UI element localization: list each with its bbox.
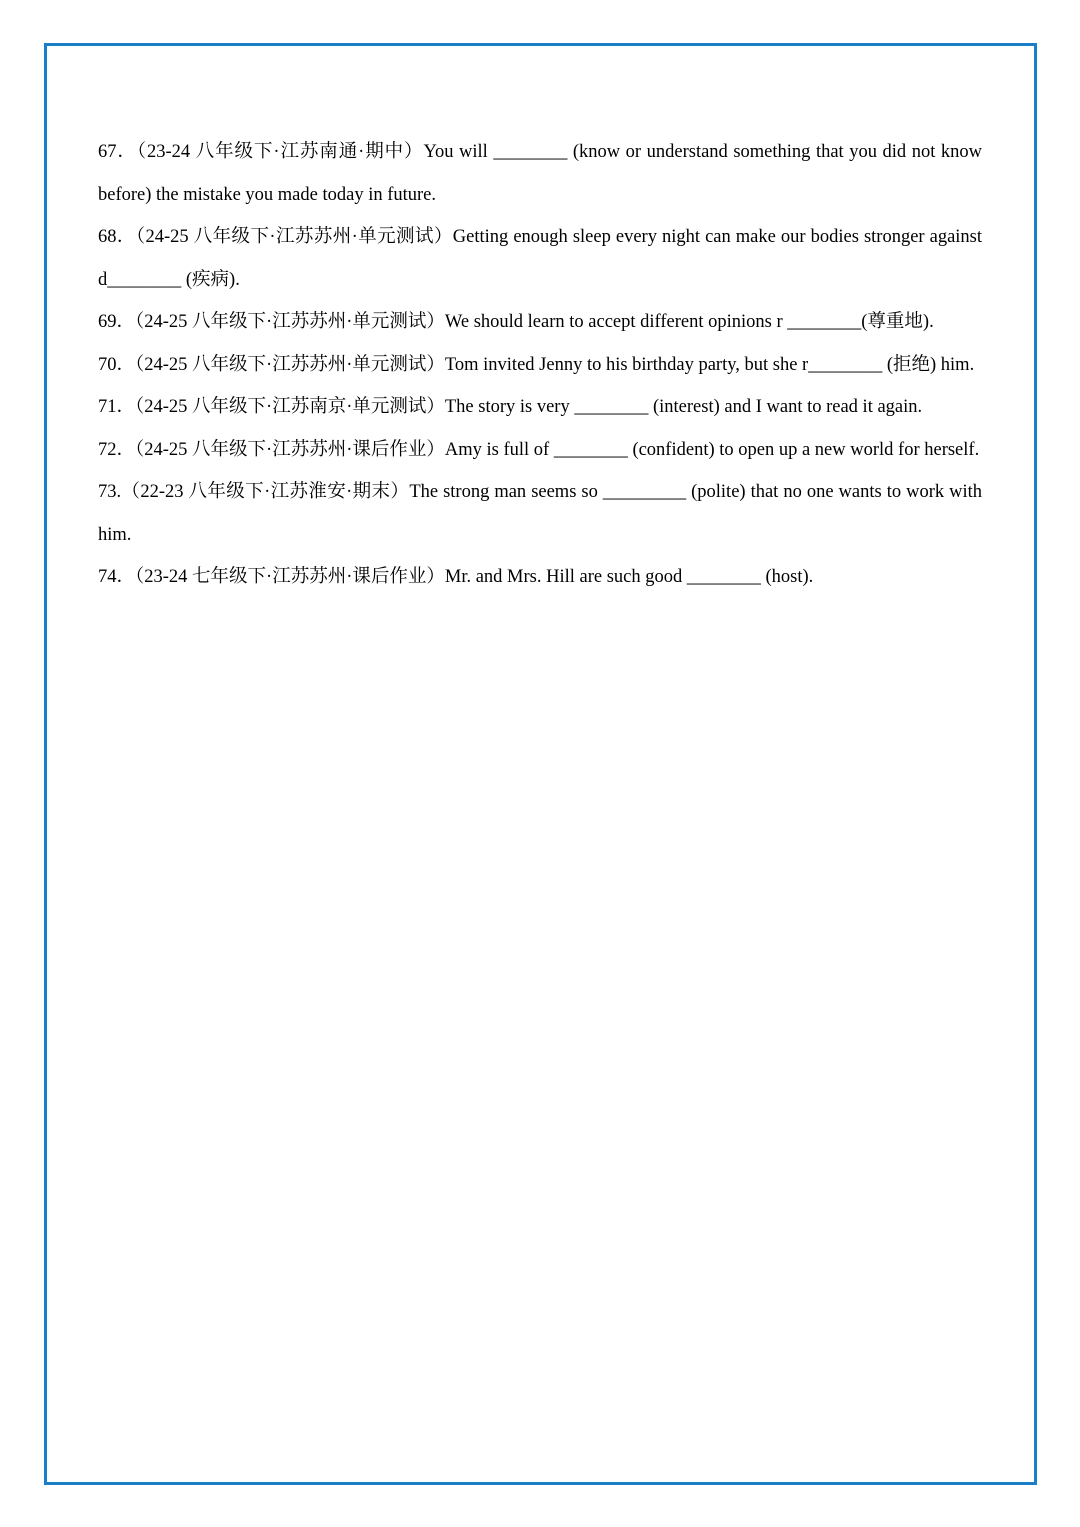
question-source: （23-24 七年级下·江苏苏州·课后作业） xyxy=(135,567,445,587)
question-text: The story is very ________ (interest) and I want to read it again. xyxy=(444,397,923,417)
question-number: 73. xyxy=(98,482,122,502)
question-source: （23-24 八年级下·江苏南通·期中） xyxy=(136,142,424,162)
question-item xyxy=(98,556,982,599)
question-number: 69． xyxy=(98,312,136,332)
question-item xyxy=(98,386,982,429)
question-number: 68． xyxy=(98,227,136,247)
question-item xyxy=(98,344,982,387)
question-text: Mr. and Mrs. Hill are such good ________ (host). xyxy=(444,567,814,587)
question-source: （22-23 八年级下·江苏淮安·期末） xyxy=(121,482,410,502)
question-item xyxy=(98,429,982,472)
question-text: The strong man seems so _________ (polite) that no one wants to work with him. xyxy=(98,482,983,545)
question-number: 74． xyxy=(98,567,136,587)
question-item xyxy=(98,471,982,556)
question-number: 72． xyxy=(98,439,136,460)
question-text: Amy is full of ________ (confident) to open up a new world for herself. xyxy=(444,439,980,460)
question-item xyxy=(98,301,982,344)
question-text: Getting enough sleep every night can make our bodies stronger against d________ (疾病). xyxy=(98,227,983,290)
question-text: Tom invited Jenny to his birthday party, but she r________ (拒绝) him. xyxy=(444,354,975,375)
question-number: 67． xyxy=(98,142,137,162)
question-source: （24-25 八年级下·江苏南京·单元测试） xyxy=(135,397,445,417)
question-list xyxy=(98,131,982,599)
question-source: （24-25 八年级下·江苏苏州·课后作业） xyxy=(135,439,445,460)
question-source: （24-25 八年级下·江苏苏州·单元测试） xyxy=(135,312,445,332)
question-number: 71． xyxy=(98,397,136,417)
question-source: （24-25 八年级下·江苏苏州·单元测试） xyxy=(135,227,453,247)
question-text: You will ________ (know or understand something that you did not know before) the mistake you made today in future. xyxy=(98,142,983,205)
question-number: 70． xyxy=(98,354,136,375)
question-text: We should learn to accept different opinions r ________(尊重地). xyxy=(444,312,934,332)
question-source: （24-25 八年级下·江苏苏州·单元测试） xyxy=(135,354,445,375)
question-item xyxy=(98,216,982,301)
question-item xyxy=(98,131,982,216)
